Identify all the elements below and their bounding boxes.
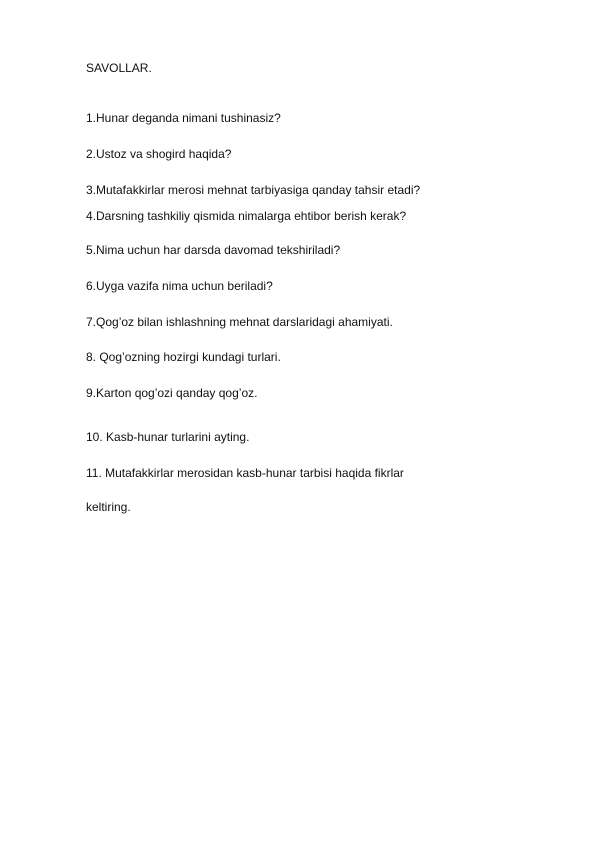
- question-4: 4.Darsning tashkiliy qismida nimalarga ehtibor berish kerak?: [86, 209, 407, 223]
- question-7: 7.Qog’oz bilan ishlashning mehnat darslaridagi ahamiyati.: [86, 315, 393, 329]
- question-9: 9.Karton qog’ozi qanday qog’oz.: [86, 386, 258, 400]
- question-1: 1.Hunar deganda nimani tushinasiz?: [86, 111, 281, 125]
- page-title: SAVOLLAR.: [86, 61, 152, 75]
- question-11-line-1: 11. Mutafakkirlar merosidan kasb-hunar tarbisi haqida fikrlar: [86, 466, 404, 480]
- question-2: 2.Ustoz va shogird haqida?: [86, 147, 232, 161]
- question-5: 5.Nima uchun har darsda davomad tekshiriladi?: [86, 243, 341, 257]
- question-3: 3.Mutafakkirlar merosi mehnat tarbiyasiga qanday tahsir etadi?: [86, 183, 421, 197]
- question-8: 8. Qog’ozning hozirgi kundagi turlari.: [86, 350, 281, 364]
- question-10: 10. Kasb-hunar turlarini ayting.: [86, 430, 250, 444]
- question-11-line-2: keltiring.: [86, 500, 131, 514]
- question-6: 6.Uyga vazifa nima uchun beriladi?: [86, 279, 273, 293]
